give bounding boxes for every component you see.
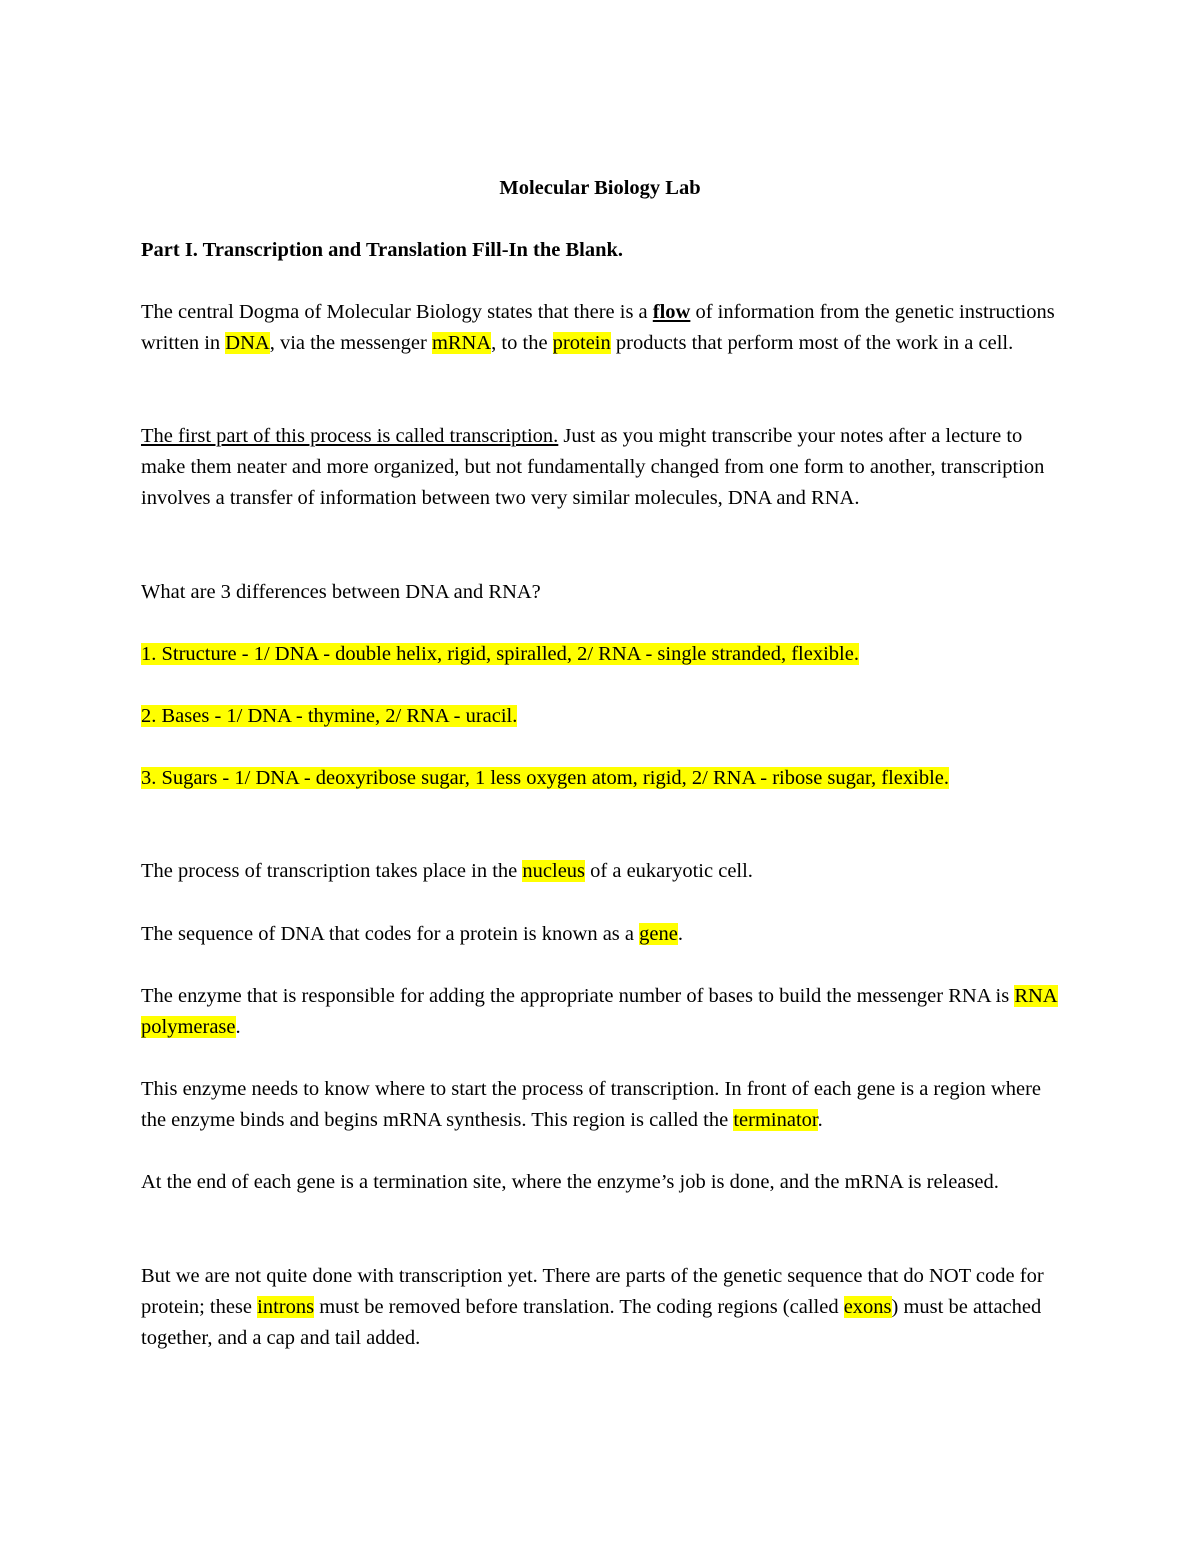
paragraph-transcription-intro [141, 421, 1071, 514]
answer-item [141, 763, 1071, 794]
text: . [677, 923, 683, 945]
text: This enzyme needs to know where to start the process of transcription. In front of each gene is a region where the enzyme binds and begins mRNA synthesis. This region is called the [141, 1078, 1041, 1131]
paragraph-introns [141, 1261, 1071, 1354]
document-title: Molecular Biology Lab [499, 177, 701, 199]
text: Just as you might transcribe your notes after a lecture to make them neater and more organized, but not fundamentally changed from one form to another, transcription involves a transfer of information between two very similar molecules, DNA and RNA. [141, 425, 1045, 509]
answer-terminator: terminator [733, 1109, 818, 1131]
text: , to the [491, 332, 553, 354]
answer-bases: 2. Bases - 1/ DNA - thymine, 2/ RNA - uracil. [141, 705, 518, 727]
answer-mrna: mRNA [431, 332, 492, 354]
text: of information from the genetic instructions written in [141, 301, 1055, 354]
answer-sugars: 3. Sugars - 1/ DNA - deoxyribose sugar, 1 less oxygen atom, rigid, 2/ RNA - ribose sugar, flexible. [141, 767, 949, 789]
paragraph-gene [141, 919, 1071, 950]
text: The central Dogma of Molecular Biology states that there is a [141, 301, 653, 323]
answer-protein: protein [552, 332, 611, 354]
text: of a eukaryotic cell. [585, 860, 753, 882]
answer-gene: gene [639, 923, 678, 945]
answer-dna: DNA [225, 332, 270, 354]
answer-rna-polymerase: RNA polymerase [141, 985, 1058, 1038]
answer-item [141, 701, 1071, 732]
text: must be removed before translation. The coding regions (called [314, 1296, 844, 1318]
answer-flow: flow [652, 301, 691, 323]
text: products that perform most of the work in a cell. [610, 332, 1014, 354]
part-heading: Part I. Transcription and Translation Fill-In the Blank. [141, 239, 624, 261]
paragraph-promoter [141, 1074, 1071, 1136]
text: . [235, 1016, 241, 1038]
answer-nucleus: nucleus [522, 860, 586, 882]
answer-structure: 1. Structure - 1/ DNA - double helix, rigid, spiralled, 2/ RNA - single stranded, flexible. [141, 643, 859, 665]
text: ) must be attached together, and a cap and tail added. [141, 1296, 1042, 1349]
text: The process of transcription takes place in the [141, 860, 523, 882]
paragraph-polymerase [141, 981, 1071, 1043]
text: , via the messenger [269, 332, 432, 354]
text: The sequence of DNA that codes for a protein is known as a [141, 923, 640, 945]
paragraph-central-dogma [141, 297, 1071, 359]
paragraph-nucleus [141, 856, 1071, 887]
question-differences: What are 3 differences between DNA and RNA? [141, 581, 541, 603]
paragraph-termination: At the end of each gene is a termination site, where the enzyme’s job is done, and the mRNA is released. [141, 1171, 999, 1193]
text: But we are not quite done with transcription yet. There are parts of the genetic sequence that do NOT code for protein; these [141, 1265, 1044, 1318]
answer-introns: introns [257, 1296, 315, 1318]
answer-item [141, 639, 1071, 670]
underlined-sentence: The first part of this process is called transcription. [141, 425, 559, 447]
answer-exons: exons [843, 1296, 892, 1318]
text: . [817, 1109, 823, 1131]
text: The enzyme that is responsible for adding the appropriate number of bases to build the messenger RNA is [141, 985, 1015, 1007]
